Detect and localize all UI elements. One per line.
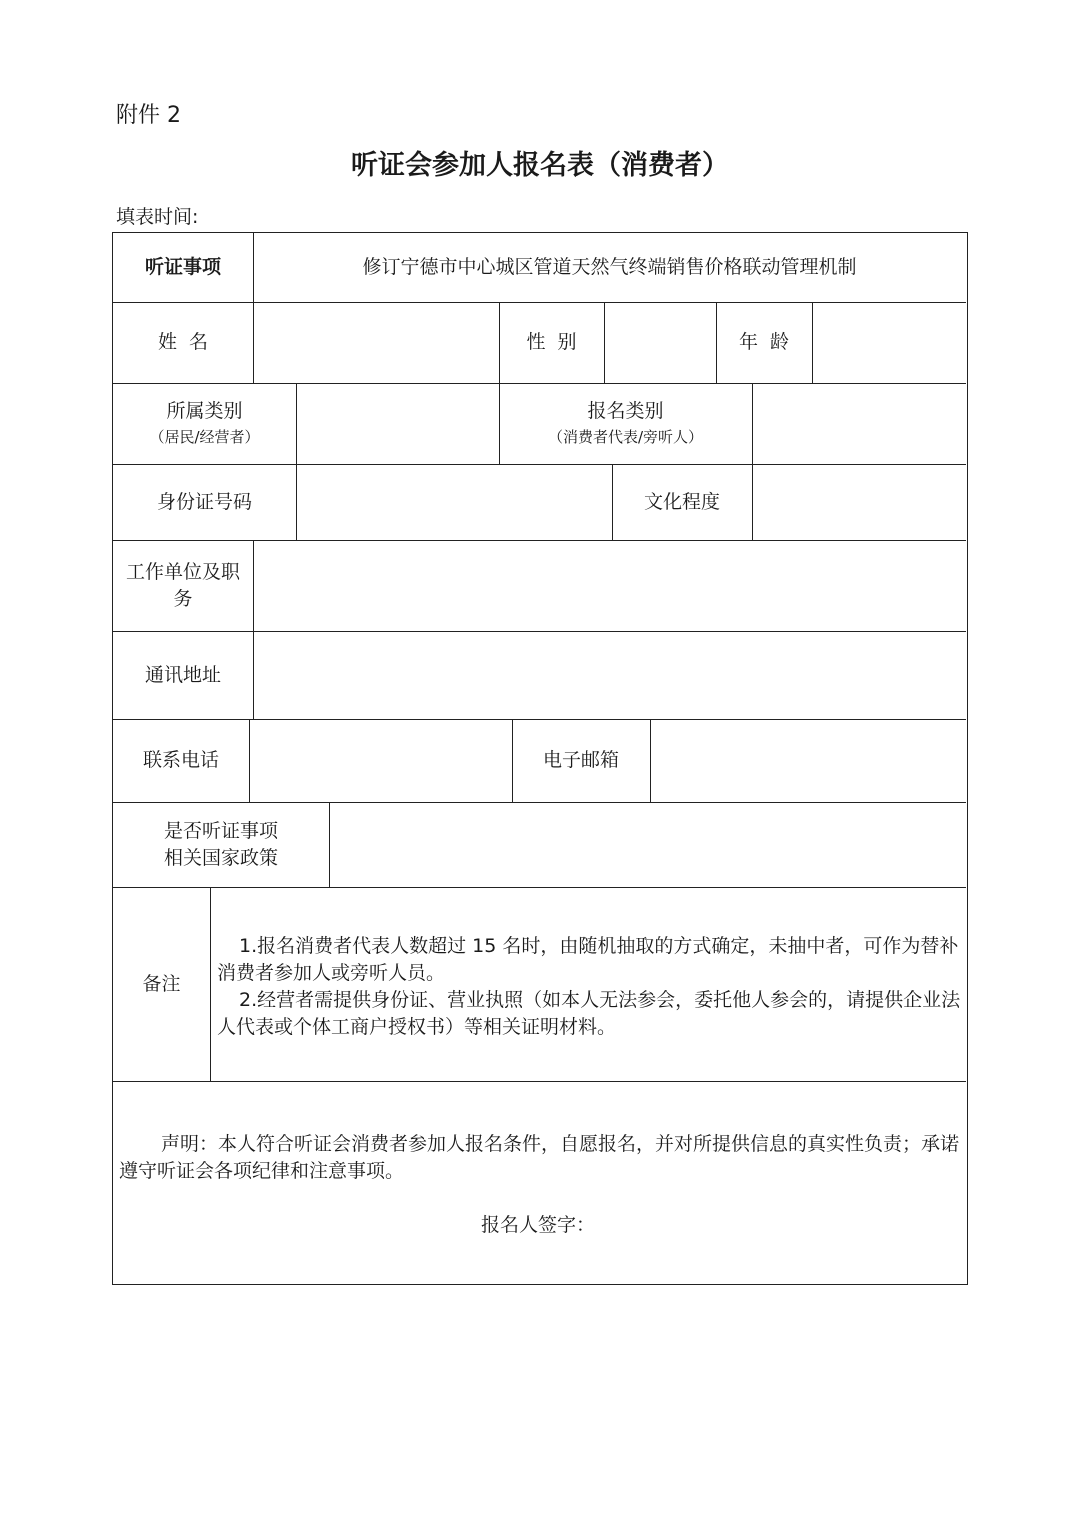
name-field[interactable] [253,302,499,383]
age-field[interactable] [812,302,966,383]
email-label: 电子邮箱 [542,749,619,771]
category-field[interactable] [296,383,499,464]
id-number-field[interactable] [296,464,612,540]
matter-value: 修订宁德市中心城区管道天然气终端销售价格联动管理机制 [362,256,857,278]
signature-label: 报名人签字： [481,1214,596,1236]
phone-label: 联系电话 [142,749,219,771]
policy-label-line2: 相关国家政策 [163,846,278,869]
education-label: 文化程度 [643,490,720,513]
address-field[interactable] [253,631,966,719]
email-field[interactable] [650,719,966,802]
age-label: 年 龄 [738,331,790,353]
registration-form-table [112,232,968,1285]
gender-field[interactable] [604,302,716,383]
page-title: 听证会参加人报名表（消费者） [351,150,729,181]
remarks-label: 备注 [142,972,181,995]
fill-time-label: 填表时间: [116,206,199,228]
remarks-item-1: 1.报名消费者代表人数超过 15 名时，由随机抽取的方式确定，未抽中者，可作为替补消费者参加人或旁听人员。 [217,935,959,984]
remarks-notes [217,933,961,1041]
matter-label: 听证事项 [144,256,221,278]
work-unit-label: 工作单位及职务 [125,560,240,610]
category-cell [113,383,296,464]
phone-field[interactable] [249,719,512,802]
declaration-text: 声明：本人符合听证会消费者参加人报名条件，自愿报名，并对所提供信息的真实性负责；承诺遵守听证会各项纪律和注意事项。 [119,1133,960,1182]
policy-label-line1: 是否听证事项 [163,819,278,842]
policy-field[interactable] [329,802,966,887]
policy-cell [113,802,329,887]
signup-type-hint: （消费者代表/旁听人） [547,428,704,446]
category-label: 所属类别 [166,400,243,422]
signup-type-label: 报名类别 [587,400,664,422]
id-number-label: 身份证号码 [156,490,252,513]
gender-label: 性 别 [526,331,577,353]
attachment-label: 附件 2 [116,103,181,128]
address-label: 通讯地址 [144,663,221,686]
signature-field[interactable] [603,1201,903,1241]
signup-type-cell [499,383,752,464]
work-unit-field[interactable] [253,540,966,631]
name-label: 姓 名 [157,331,209,353]
category-hint: （居民/经营者） [149,428,260,446]
signup-type-field[interactable] [752,383,966,464]
remarks-item-2: 2.经营者需提供身份证、营业执照（如本人无法参会，委托他人参会的，请提供企业法人代表或个体工商户授权书）等相关证明材料。 [217,989,961,1038]
declaration [119,1131,963,1185]
education-field[interactable] [752,464,966,540]
